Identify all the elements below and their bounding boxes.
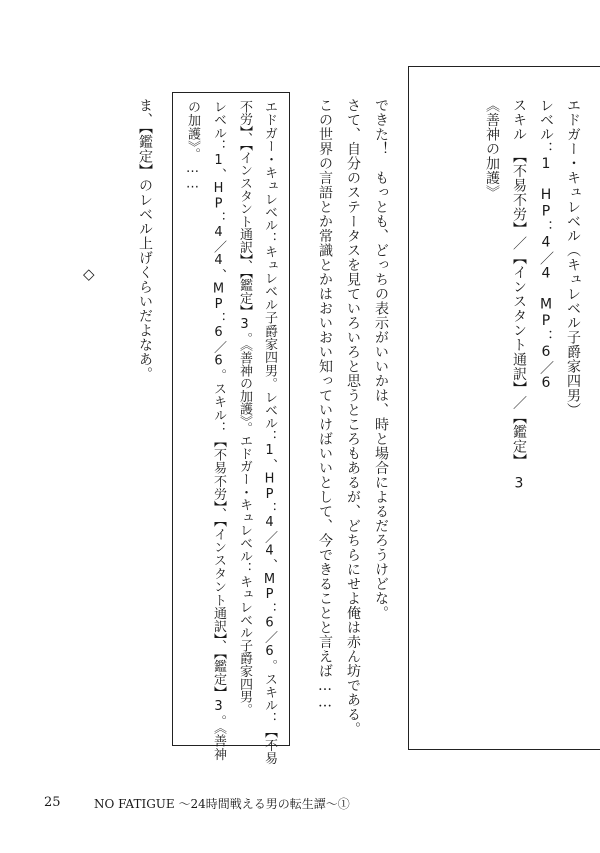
- inline-box-line-2: 不労】、【インスタント通訳】、【鑑定】3。《善神の加護》。エドガー・キュレベル：キュレベル子爵家四男。: [237, 100, 252, 716]
- body-line-3: この世界の言語とか常識とかはおいおい知っていけばいいとして、今できることと言えば……: [317, 98, 333, 711]
- status-name-line: エドガー・キュレベル（キュレベル子爵家四男）: [565, 98, 581, 417]
- book-title: NO FATIGUE ～24時間戦える男の転生譚～①: [94, 797, 350, 811]
- body-line-2: さて、自分のステータスを見ていろいろと思うところもあるが、どちらにせよ俺は赤ん坊である。: [345, 98, 361, 736]
- inline-box-line-4: の加護》。……: [185, 100, 200, 192]
- closing-line: ま、【鑑定】のレベル上げくらいだよなあ。: [137, 98, 153, 381]
- status-blessing-line: 《善神の加護》: [484, 98, 500, 200]
- section-separator: ◇: [83, 265, 95, 283]
- status-stats-line: レベル：1 HP：4／4 MP：6／6: [538, 98, 554, 392]
- status-skills-line: スキル 【不易不労】／【インスタント通訳】／【鑑定】 3: [511, 98, 527, 492]
- inline-box-line-1: エドガー・キュレベル：キュレベル子爵家四男。レベル：1、HP：4／4、MP：6／6。スキル：【不易: [262, 100, 277, 765]
- body-line-1: できた！ もっとも、どっちの表示がいいかは、時と場合によるだろうけどな。: [373, 98, 389, 620]
- inline-box-line-3: レベル：1、HP：4／4、MP：6／6。スキル：【不易不労】、【インスタント通訳】、【鑑定】3。《善神: [211, 100, 226, 761]
- page-number: 25: [44, 795, 61, 810]
